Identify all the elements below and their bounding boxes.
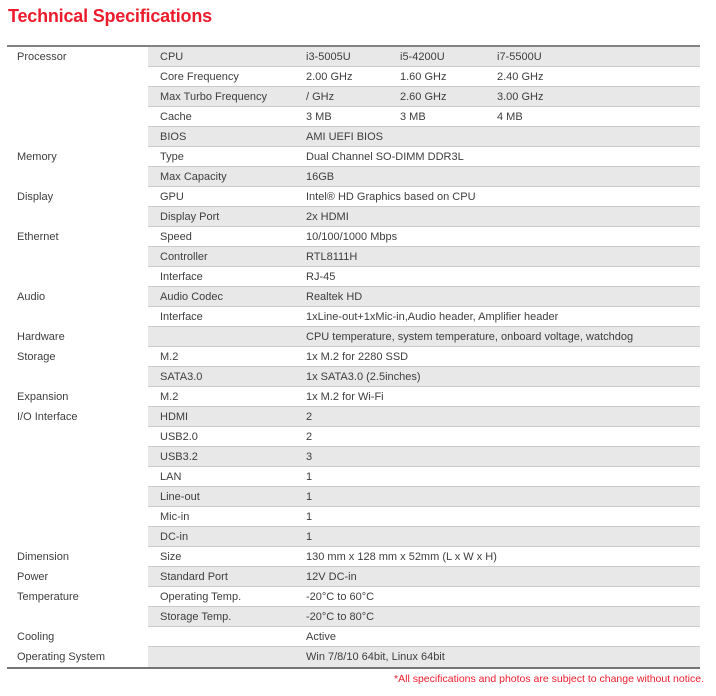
category-cell [7,207,148,227]
category-cell [7,107,148,127]
value-cell: Win 7/8/10 64bit, Linux 64bit [306,651,445,663]
attribute-cell: Speed [160,230,192,243]
table-row [7,407,700,427]
table-row [7,607,700,627]
attribute-cell: Line-out [160,490,200,503]
table-row [7,467,700,487]
value-cell: i5-4200U [400,50,445,63]
row-detail [148,367,700,387]
category-cell: Ethernet [7,227,148,247]
table-row [7,587,700,607]
row-detail [148,507,700,527]
value-cell: / GHz [306,90,335,103]
attribute-cell: Max Turbo Frequency [160,90,267,103]
attribute-cell: Audio Codec [160,290,223,303]
value-cell: 1 [306,470,313,483]
table-row [7,227,700,247]
category-cell: I/O Interface [7,407,148,427]
row-detail [148,527,700,547]
value-cell: Intel® HD Graphics based on CPU [306,190,476,203]
category-cell [7,467,148,487]
row-detail [148,127,700,147]
category-cell [7,487,148,507]
category-cell: Display [7,187,148,207]
table-row [7,267,700,287]
attribute-cell: GPU [160,190,184,203]
value-cell: 130 mm x 128 mm x 52mm (L x W x H) [306,550,497,563]
table-row [7,127,700,147]
category-cell [7,167,148,187]
category-cell: Audio [7,287,148,307]
value-cell: AMI UEFI BIOS [306,130,384,143]
row-detail [148,167,700,187]
attribute-cell: Interface [160,270,203,283]
spec-table [7,45,700,669]
row-detail [148,147,700,167]
table-row [7,547,700,567]
row-detail [148,607,700,627]
row-detail [148,647,700,667]
value-cell: 1x M.2 for 2280 SSD [306,350,409,363]
row-detail [148,407,700,427]
row-detail [148,387,700,407]
table-row [7,167,700,187]
value-cell: 1.60 GHz [400,70,447,83]
category-cell [7,307,148,327]
category-cell [7,247,148,267]
value-cell: -20°C to 80°C [306,610,375,623]
row-detail [148,67,700,87]
value-cell: 3 MB [400,110,426,123]
row-detail [148,287,700,307]
value-cell: Active [306,630,336,643]
value-cell: 1x SATA3.0 (2.5inches) [306,370,421,383]
table-row [7,487,700,507]
attribute-cell: M.2 [160,390,179,403]
table-row [7,347,700,367]
value-cell: 1x M.2 for Wi-Fi [306,390,384,403]
attribute-cell: BIOS [160,130,187,143]
category-cell [7,507,148,527]
category-cell [7,447,148,467]
attribute-cell: Size [160,550,182,563]
table-row [7,287,700,307]
row-detail [148,227,700,247]
category-cell: Temperature [7,587,148,607]
category-cell: Dimension [7,547,148,567]
table-row [7,247,700,267]
value-cell: i3-5005U [306,50,351,63]
category-cell [7,607,148,627]
value-cell: CPU temperature, system temperature, onboard voltage, watchdog [306,330,634,343]
value-cell: 2.00 GHz [306,70,353,83]
row-detail [148,247,700,267]
value-cell: 1 [306,510,313,523]
category-cell: Power [7,567,148,587]
row-detail [148,427,700,447]
row-detail [148,567,700,587]
category-cell [7,427,148,447]
table-row [7,107,700,127]
category-cell: Storage [7,347,148,367]
value-cell: 1 [306,530,313,543]
value-cell: i7-5500U [497,50,542,63]
table-row [7,67,700,87]
attribute-cell: DC-in [160,530,189,543]
table-row [7,567,700,587]
category-cell: Processor [7,47,148,67]
value-cell: 2x HDMI [306,210,349,223]
value-cell: 1 [306,490,313,503]
value-cell: 2 [306,430,313,443]
attribute-cell: Display Port [160,210,220,223]
table-row [7,187,700,207]
row-detail [148,187,700,207]
table-row [7,207,700,227]
category-cell: Cooling [7,627,148,647]
value-cell: 10/100/1000 Mbps [306,230,398,243]
value-cell: 12V DC-in [306,570,357,583]
row-detail [148,627,700,647]
row-detail [148,47,700,67]
value-cell: 16GB [306,170,335,183]
table-row [7,527,700,547]
table-row [7,387,700,407]
value-cell: 4 MB [497,110,523,123]
attribute-cell: Standard Port [160,570,228,583]
value-cell: Realtek HD [306,290,363,303]
table-row [7,87,700,107]
table-row [7,447,700,467]
row-detail [148,587,700,607]
value-cell: 3 MB [306,110,332,123]
value-cell: RJ-45 [306,270,336,283]
footnote: *All specifications and photos are subject to change without notice. [394,673,704,685]
row-detail [148,107,700,127]
row-detail [148,267,700,287]
table-row [7,647,700,667]
category-cell [7,527,148,547]
table-row [7,507,700,527]
attribute-cell: Type [160,150,184,163]
row-detail [148,447,700,467]
category-cell [7,267,148,287]
value-cell: 1xLine-out+1xMic-in,Audio header, Amplifier header [306,310,559,323]
table-row [7,367,700,387]
table-row [7,627,700,647]
attribute-cell: USB3.2 [160,450,198,463]
attribute-cell: Core Frequency [160,70,239,83]
category-cell [7,87,148,107]
value-cell: 2.40 GHz [497,70,544,83]
attribute-cell: Mic-in [160,510,190,523]
table-row [7,427,700,447]
category-cell [7,127,148,147]
value-cell: Dual Channel SO-DIMM DDR3L [306,150,464,163]
category-cell: Operating System [7,647,148,667]
value-cell: 3.00 GHz [497,90,544,103]
row-detail [148,467,700,487]
category-cell [7,67,148,87]
attribute-cell: M.2 [160,350,179,363]
attribute-cell: HDMI [160,410,189,423]
table-row [7,307,700,327]
category-cell: Expansion [7,387,148,407]
attribute-cell: Max Capacity [160,170,227,183]
value-cell: 2 [306,410,313,423]
category-cell: Memory [7,147,148,167]
row-detail [148,307,700,327]
attribute-cell: Controller [160,250,208,263]
category-cell [7,367,148,387]
table-row [7,47,700,67]
attribute-cell: Cache [160,110,192,123]
attribute-cell: SATA3.0 [160,370,203,383]
attribute-cell: Interface [160,310,203,323]
table-row [7,147,700,167]
row-detail [148,327,700,347]
value-cell: RTL8111H [306,250,358,263]
row-detail [148,207,700,227]
category-cell: Hardware [7,327,148,347]
table-row [7,327,700,347]
attribute-cell: Operating Temp. [160,590,242,603]
attribute-cell: Storage Temp. [160,610,232,623]
value-cell: 2.60 GHz [400,90,447,103]
page-title: Technical Specifications [8,6,212,26]
attribute-cell: LAN [160,470,182,483]
value-cell: 3 [306,450,313,463]
attribute-cell: USB2.0 [160,430,198,443]
row-detail [148,487,700,507]
row-detail [148,547,700,567]
row-detail [148,87,700,107]
row-detail [148,347,700,367]
attribute-cell: CPU [160,50,184,63]
value-cell: -20°C to 60°C [306,590,375,603]
